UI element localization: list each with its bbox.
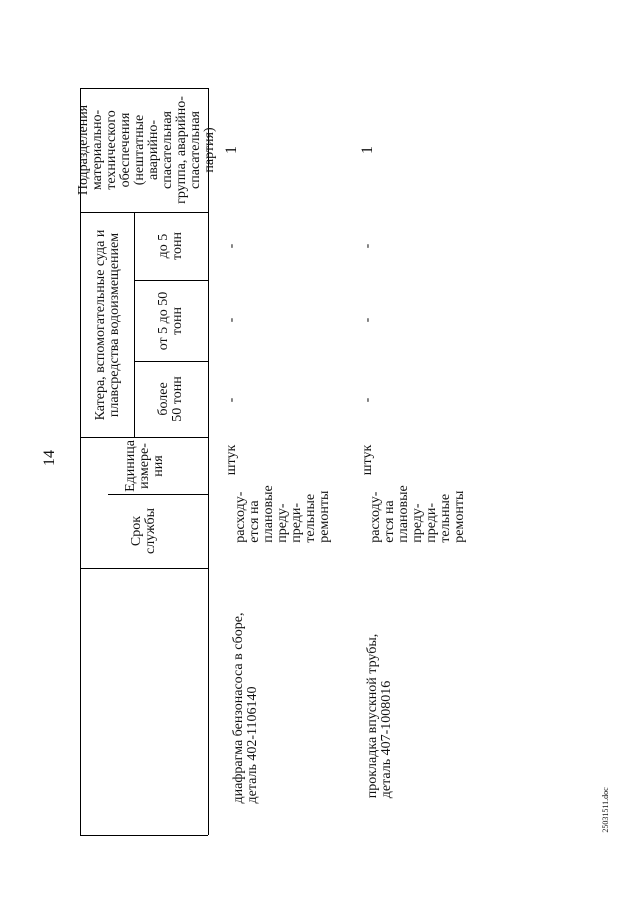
row-2-to-5: - — [360, 243, 375, 249]
header-logistics: Подразделения материально- технического обеспечения (нештатные аварийно- спасательная группа, аварийно- спасательная партия) — [76, 96, 217, 204]
col-sep-service-life — [80, 568, 208, 569]
boats-subheader-separator — [134, 212, 135, 437]
header-boats-group: Катера, вспомогательные суда и плавсредства водоизмещением — [93, 229, 122, 421]
table-bottom-border — [80, 835, 208, 836]
subcol-sep-2 — [134, 361, 208, 362]
row-1-to-5: - — [224, 243, 239, 249]
subcol-sep-1 — [134, 280, 208, 281]
col-sep-logistics — [80, 212, 208, 213]
row-2-name: прокладка впускной трубы, деталь 407-1008016 — [365, 633, 394, 799]
header-unit: Единица измере- ния — [123, 440, 166, 492]
row-2-over-50: - — [360, 397, 375, 403]
col-sep-boats-group — [80, 437, 208, 438]
footer-file-name: 25031511.doc — [601, 787, 610, 833]
row-1-5-to-50: - — [224, 317, 239, 323]
page-number: 14 — [41, 450, 58, 466]
row-2-service-life: расходу- ется на плановые преду- преди- тельные ремонты — [368, 485, 467, 543]
row-2-logistics: 1 — [359, 146, 376, 154]
row-1-service-life: расходу- ется на плановые преду- преди- тельные ремонты — [233, 485, 332, 543]
header-sub-to-5: до 5 тонн — [156, 232, 185, 260]
row-2-5-to-50: - — [360, 317, 375, 323]
col-sep-unit — [108, 494, 208, 495]
header-sub-over-50: более 50 тонн — [156, 376, 185, 422]
header-service-life: Срок службы — [129, 507, 158, 555]
row-1-unit: штук — [224, 444, 239, 476]
row-1-logistics: 1 — [223, 146, 240, 154]
row-1-name: диафрагма бензонасоса в сборе, деталь 402-1106140 — [231, 612, 260, 804]
table-top-border — [80, 88, 208, 89]
row-1-over-50: - — [224, 397, 239, 403]
row-2-unit: штук — [360, 444, 375, 476]
header-sub-5-to-50: от 5 до 50 тонн — [156, 291, 185, 351]
